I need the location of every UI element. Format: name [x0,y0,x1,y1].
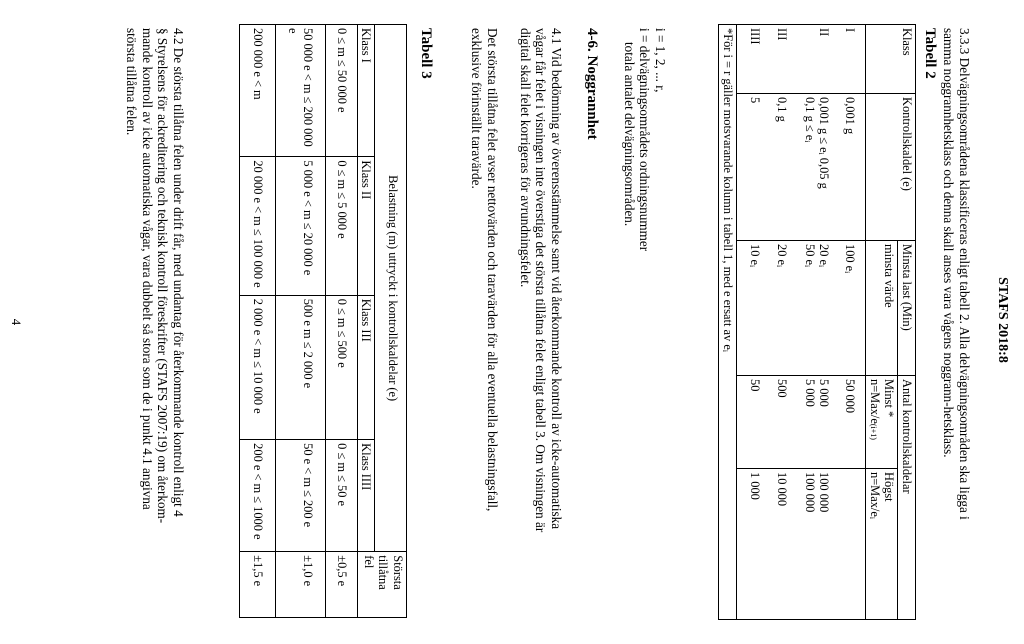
table-cell: III [775,28,790,41]
table-cell: 1 000 [737,469,774,620]
table-header-cell: Klass IIII [357,440,375,552]
table-cell: 10 000 [774,469,802,620]
table-header-cell: Största tillåtna fel [357,552,406,618]
table-row [719,25,737,620]
table-cell: II [817,28,832,37]
table-row [898,25,916,620]
table-cell: 0,1 g [774,94,802,241]
table-header-cell: minsta värde [866,241,898,376]
table-cell: 5 000 5 000 [801,376,841,469]
table-row [842,25,866,620]
table-row [737,25,774,620]
section-3-3-paragraph: 3.3.3 Delvägningsområdena klassificeras enligt tabell 2. Alla delvägningsområden ska ligga i samma noggrannhetsklass och denna skall anses vara vågens noggrann-hetsklass. [941,28,972,520]
table-cell: 50 [737,376,774,469]
table-header-cell: Högst n=Max/eᵢ [866,469,898,620]
table-header-cell: Klass III [357,295,375,439]
table-cell: 10 eᵢ [737,241,774,376]
index-definitions: i = 1, 2, ... r, i = delvägningsområdets ordningsnummer totala antalet delvägningsområden. [621,28,668,252]
table-cell: ±0,5 e [326,552,358,618]
table-cell: ±1,5 e [240,552,276,618]
table-cell: 20 000 e < m ≤ 100 000 e [240,157,276,295]
table-header-cell: Minst * n=Max/e(i+1) [866,376,898,469]
table-cell: 100 000 100 000 [801,469,841,620]
tabell-2 [718,24,916,620]
table-cell: 50 e < m ≤ 200 e [275,440,325,552]
section-4-6-heading: 4-6. Noggrannhet [584,28,600,140]
table-row [326,25,358,618]
table-row [774,25,802,620]
table-footnote: *För i = r gäller motsvarande kolumn i tabell 1, med e ersatt av eᵢ [719,25,737,620]
table-cell: 2 000 e < m ≤ 10 000 e [240,295,276,439]
table-cell: 50 000 e < m ≤ 200 000 e [275,25,325,157]
table-cell: 0 ≤ m ≤ 50 000 e [326,25,358,157]
table-cell: 500 [774,376,802,469]
table-cell: ±1,0 e [275,552,325,618]
table-header-cell: Klass I [357,25,375,157]
table-cell: 0,001 g ≤ eᵢ 0,05 g 0,1 g ≤ eᵢ [801,94,841,241]
table-header-cell: Klass II [357,157,375,295]
tabell-2-title: Tabell 2 [922,28,938,79]
table-cell: 500 e m ≤ 2 000 e [275,295,325,439]
table-cell: 0,001 g [842,94,866,241]
table-cell: 0 ≤ m ≤ 5 000 e [326,157,358,295]
table-cell: I [843,28,858,33]
table-cell: 5 [737,94,774,241]
table-header-cell: Minsta last (Min) [898,241,916,376]
section-4-2-paragraph: 4.2 De största tillåtna felen under drift får, med undantag för återkommande kontroll enligt 4 § Styrelsens för ackreditering och teknisk kontroll föreskrifter (STAFS 2007:19) om återkom- mande kontroll av icke automatiska vågar, vara dubbelt så stora som de i punkt 4.1 angivna största tillåtna felen. [124,28,186,524]
table-cell: IIII [747,28,762,45]
table-header-cell: Belastning (m) uttryckt i kontrollskaldelar (e) [375,25,407,552]
table-cell: 0 ≤ m ≤ 50 e [326,440,358,552]
section-4-1-paragraph: 4.1 Vid bedömning av överensstämmelse samt vid återkommande kontroll av icke-automatiska vågar får felet i visningen inte överstiga det största tillåtna felet enligt tabell 3. Om visningen är digital skall felet korrigeras för avrundningsfelet. [517,28,564,533]
table-cell: 100 eᵢ [842,241,866,376]
table-row [275,25,325,618]
table-cell: 20 eᵢ [774,241,802,376]
table-header-cell: Antal kontrollskaldelar [898,376,916,620]
table-cell: 200 e < m ≤ 1000 e [240,440,276,552]
table-cell: 200 000 e < m [240,25,276,157]
table-row [375,25,407,618]
table-header-cell: Klass [866,25,916,94]
table-row [357,25,375,618]
table-cell: 20 eᵢ 50 eᵢ [801,241,841,376]
table-cell: 5 000 e < m ≤ 20 000 e [275,157,325,295]
table-header-cell: Kontrollskaldel (e) [866,94,916,241]
table-cell [842,469,866,620]
tabell-3 [239,24,407,618]
table-cell: 50 000 [842,376,866,469]
table-row [801,25,841,620]
page-header: STAFS 2018:8 [995,277,1010,363]
page-number: 4 [9,318,24,326]
largest-error-paragraph: Det största tillåtna felet avser nettovärden och taravärden för alla eventuella belastningsfall, exklusive förinställt taravärde. [469,28,500,512]
tabell-3-title: Tabell 3 [418,28,434,79]
table-cell: 0 ≤ m ≤ 500 e [326,295,358,439]
table-row [240,25,276,618]
